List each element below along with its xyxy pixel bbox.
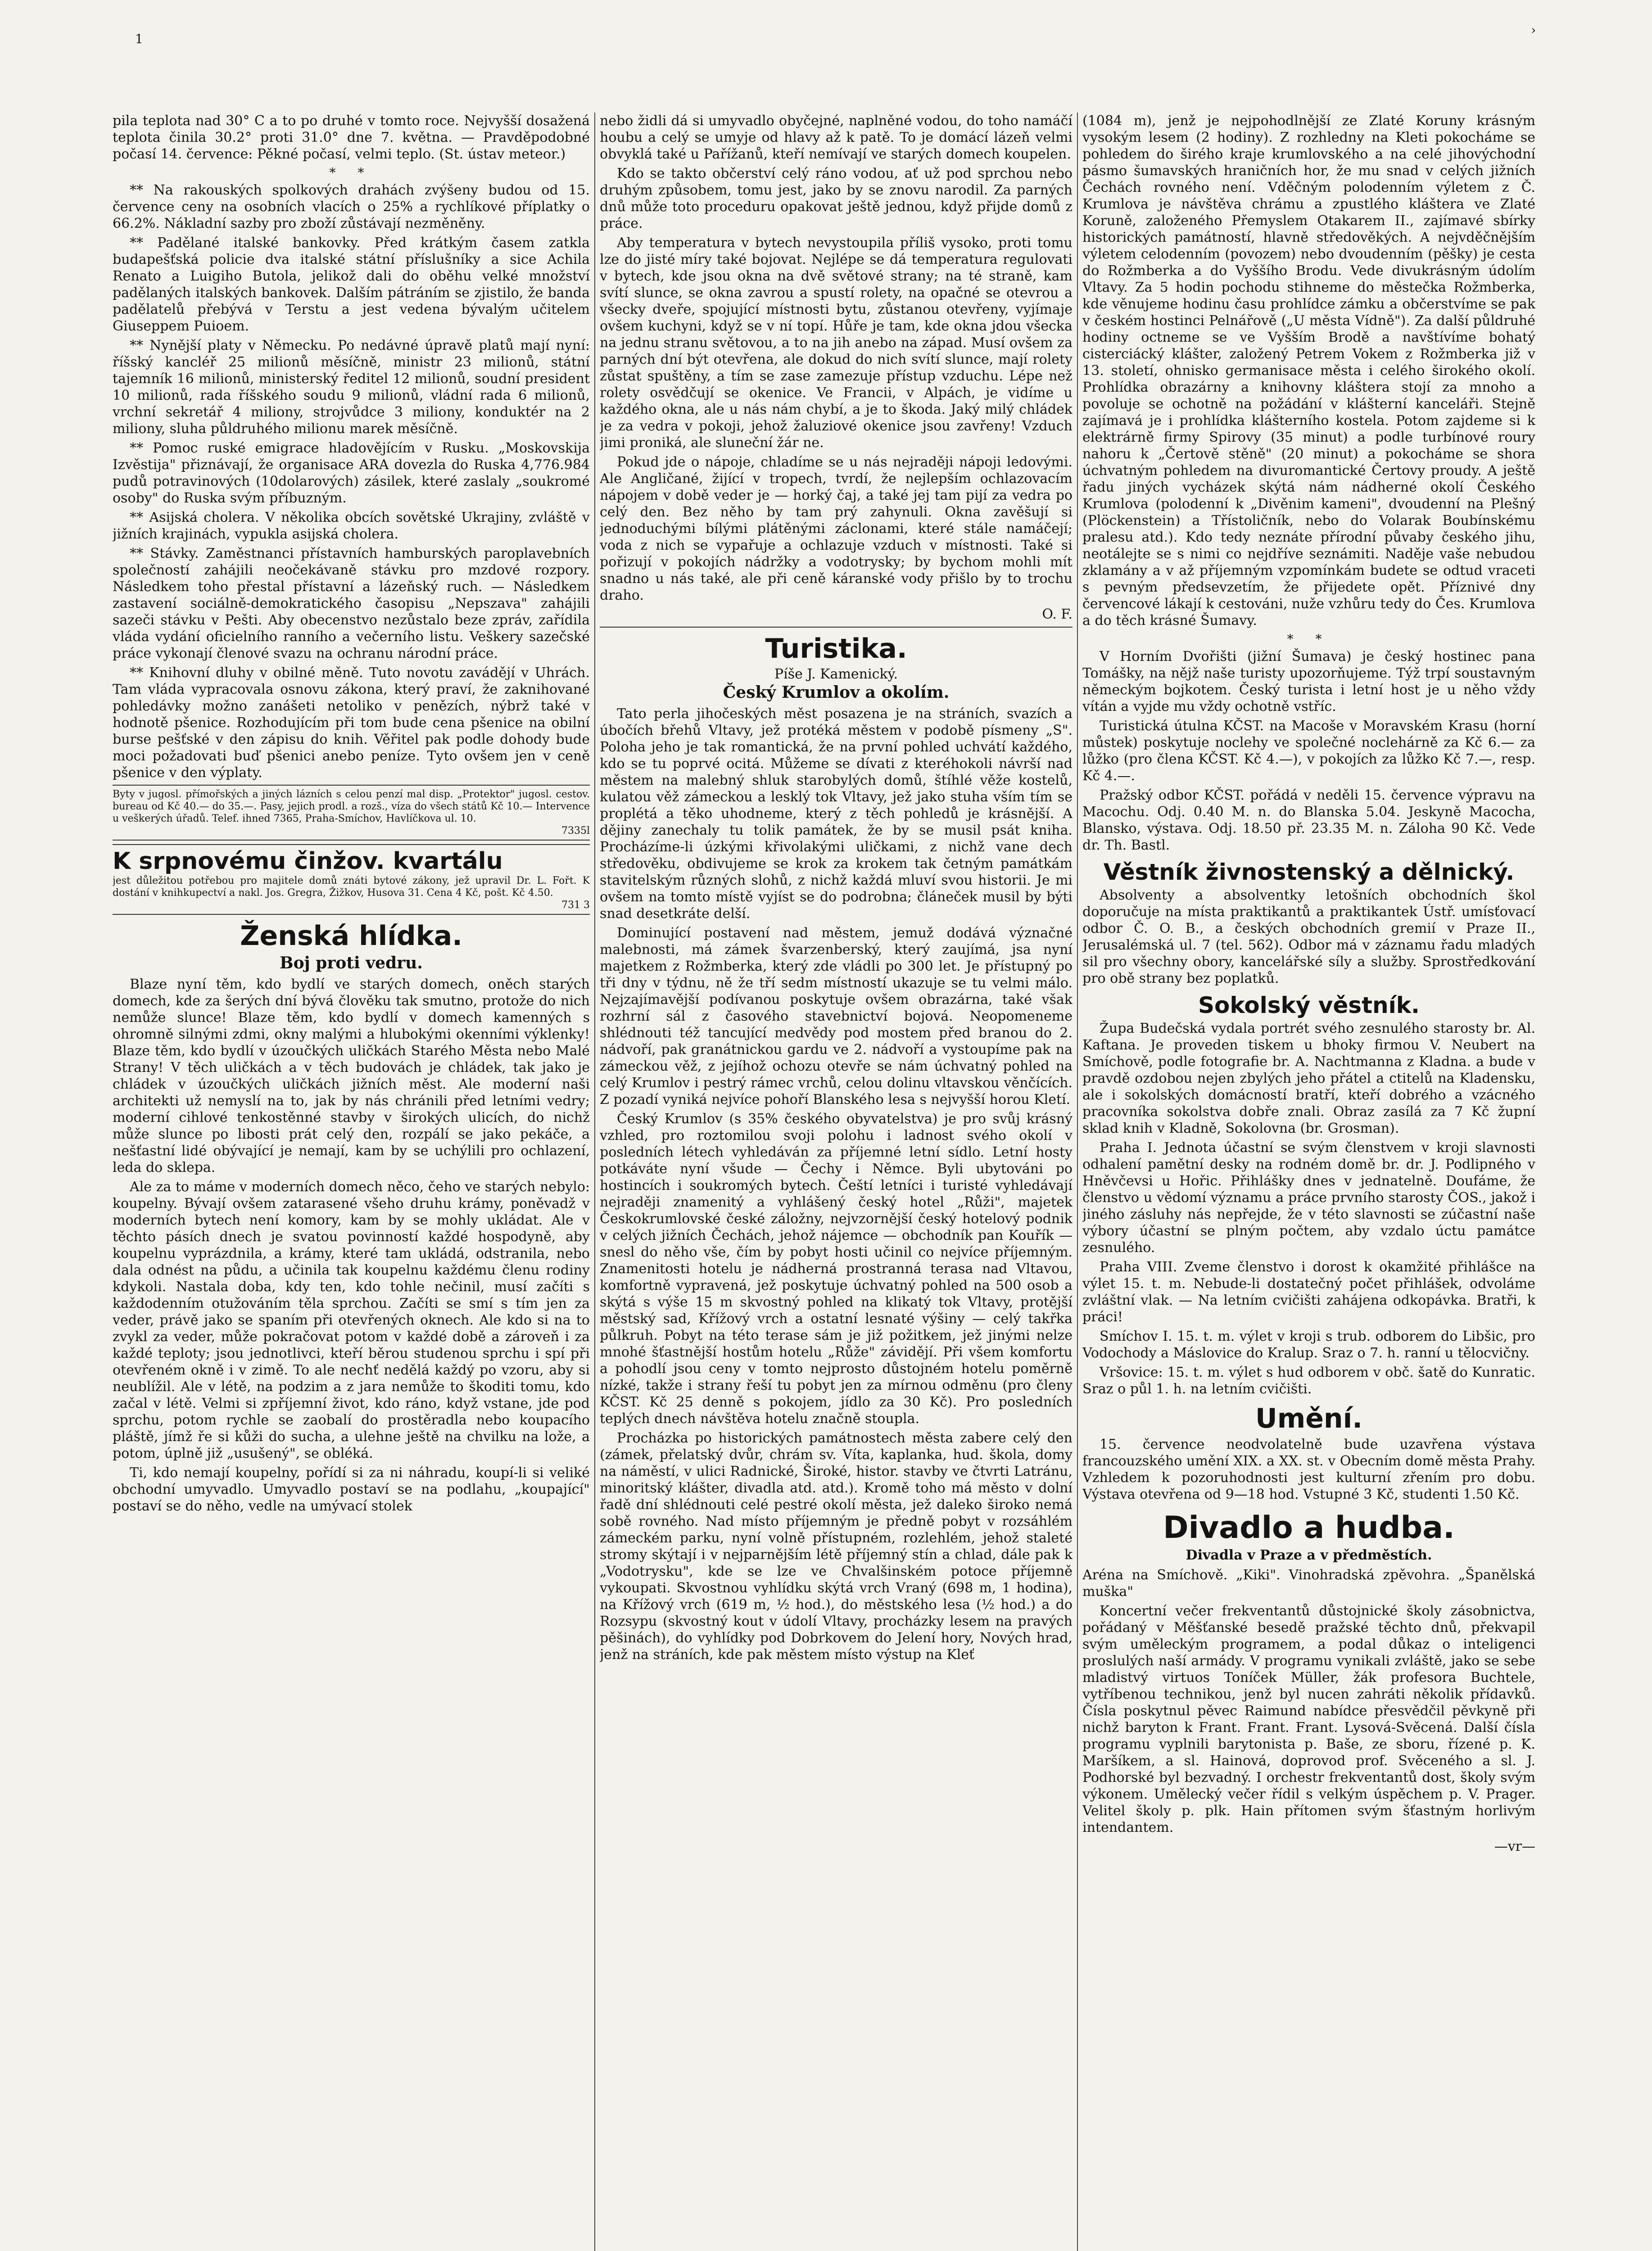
news-item: V Horním Dvořišti (jižní Šumava) je český hostinec pana Tomášky, na nějž naše turisty upozorňujeme. Týž trpí soustavným německým bojkotem. Český turista i letní host je u něho vždy vítán a vyjde mu vždy ochotně vstříc. [1082,649,1535,714]
author-signature: —vr— [1494,1839,1535,1854]
ad-headline: K srpnovému činžov. kvartálu [113,848,503,875]
news-item: Pražský odbor KČST. pořádá v neděli 15. července výpravu na Macochu. Odj. 0.40 M. n. do Blanska 5.04. Jeskyně Macocha, Blansko, výstava. Odj. 18.50 př. 23.35 M. n. Záloha 90 Kč. Vede dr. Th. Bastl. [1082,787,1535,853]
news-item: 15. července neodvolatelně bude uzavřena výstava francouzského umění XIX. a XX. st. v Obecním domě města Prahy. Vzhledem k pozoruhodnosti jest kulturní zřením pro dobu. Výstava otevřena od 9—18 hod. Vstupné 3 Kč, studenti 1.50 Kč. [1082,1437,1535,1502]
author-signature: O. F. [1042,606,1073,622]
news-item: Absolventy a absolventky letošních obchodních škol doporučuje na místa praktikantů a praktikantek Ústř. umísťovací odbor Č. O. B., a českých obchodních gremií v Praze II., Jerusalémská ul. 7 (tel. 562). Odbor má v záznamu řadu mladých sil pro všechny obory, kancelářské síly a služby. Sprostředkování pro obě strany bez poplatků. [1082,887,1535,986]
news-item: ** Asijská cholera. V několika obcích sovětské Ukrajiny, zvláště v jižních krajinách, vypukla asijská cholera. [113,510,590,542]
column-rule [1077,113,1078,2251]
corner-mark-right: › [1531,23,1536,37]
newspaper-page [113,113,1535,2251]
article-paragraph: Tato perla jihočeských měst posazena je na stráních, svazích a úbočích břehů Vltavy, jež protéká městem v podobě písmeny „S". Poloha jeho je tak romantická, že na první pohled uchvátí každého, kdo se tu poprvé ocitá. Můžeme se dívati z kteréhokoli návrší nad městem na malebný shluk starobylých domů, štíhlé věže kostelů, kulatou věž zámeckou a lesklý tok Vltavy, jež jako stuha vším tím se proplétá a těko uhodneme, který z těch pohledů je krásnější. A dějiny zanechaly tu tolik památek, že by se musil psát kniha. Procházíme-li úzkými křivolakými uličkami, z nichž vane dech středověku, obdivujeme se krok za krokem tak četným památkám stavitelským různých slohů, z nichž každá mluví svou historii. Je mi ovšem na tomto místě vyjíst se do podrobna; článeček musil by býti snad desetkráte delší. [600,706,1073,922]
news-item: Aréna na Smíchově. „Kiki". Vinohradská zpěvohra. „Španělská muška" [1082,1567,1535,1600]
section-subtitle: Divadla v Praze a v předměstích. [1186,1547,1432,1563]
news-item: Vršovice: 15. t. m. výlet s hud odborem v obč. šatě do Kunratic. Sraz o půl 1. h. na letním cvičišti. [1082,1365,1535,1397]
news-item: Praha I. Jednota účastní se svým členstvem v kroji slavnosti odhalení pamětní desky na rodném domě br. dr. J. Podlipného v Hněvčevsi u Hořic. Přihlášky dnes v jednatelně. Doufáme, že členstvo u vědomí významu a práce prvního starosty ČOS., jakož i jiného zásluhy nás nepřejde, že v této slavnosti se zúčastní naše výbory účastní se plným počtem, aby vzdalo úctu památce zesnulého. [1082,1140,1535,1256]
separator-stars: * * [329,165,373,180]
section-title-umeni: Umění. [1255,1403,1362,1434]
article-paragraph: (1084 m), jenž je nejpohodlnější ze Zlaté Koruny krásným vysokým lesem (2 hodiny). Z rozhledny na Kleti pokocháme se pohledem do širého kraje krumlovského a na celé jihovýchodní pásmo šumavských hraničních hor, že mu snad v celých jižních Čechách rovného není. Vděčným polodenním výletem z Č. Krumlova je návštěva chrámu a zpustlého kláštera ve Zlaté Koruně, založeného Přemyslem Otakarem II., zajímavé sbírky historických památností, hlavně středověkých. A nejvděčnějším výletem celodenním (povozem) nebo dvoudenním (pěšky) je cesta do Rožmberka a do Vyššího Brodu. Vede divukrásným údolím Vltavy. Za 5 hodin pochodu stihneme do městečka Rožmberka, kde věnujeme hodinu času prohlídce zámku a občerstvíme se pak v českém hostinci Pelnářově („U města Vídně"). Za další půldruhé hodiny octneme se ve Vyšším Brodě a navštívíme bohatý cisterciácký klášter, založený Petrem Vokem z Rožmberka již v 13. století, ohnisko germanisace města i celého širokého okolí. Prohlídka obrazárny a knihovny kláštera stojí za mnoho a povoluje se ochotně na požádání v klášterní kanceláři. Stejně zajímavá je i prohlídka klášterního kostela. Potom zajdeme si k elektrárně firmy Spirovy (35 minut) a podle turbínové roury nahoru k „Čertově stěně" (20 minut) a pokocháme se shora úchvatným pohledem na divuromantické Čertovy proudy. A ještě řadu jiných vycházek skýtá nám nádherné okolí Českého Krumlova (polodenní k „Divěnim kameni", dvoudenní na Plešný (Plöckenstein) a Třístoličník, nebo do Volarak Boubínskému pralesu atd.). Kdo tedy neznáte přírodní půvaby českého jihu, neotálejte se s nimi co nejdříve seznámiti. Naděje vaše nebudou zklamány a v až příjemným vzpomínkám budete se odtud vraceti s pevným předsevzetím, že přijedete opět. Příznivé dny červencové lákají k cestováni, nuže vzhůru tedy do Čes. Krumlova a do těch krásné Šumavy. [1082,113,1535,628]
section-title-sokolsky-vestnik: Sokolský věstník. [1198,992,1420,1018]
article-title: Český Krumlov a okolím. [723,683,950,702]
advertisement-lazne [113,785,590,841]
ad-text: Byty v jugosl. přímořských a jiných lázních s celou penzí mal disp. „Protektor" jugosl. cestov. bureau od Kč 40.— do 35.—. Pasy, jejich prodl. a rozš., víza do všech států Kč 10.— Intervence u veškerých úřadů. Telef. ihned 7365, Praha-Smíchov, Havlíčkova ul. 10. [113,789,590,824]
article-paragraph: Dominující postavení nad městem, jemuž dodává význačné malebnosti, má zámek švarzenberský, který zaujímá, jsa nyní majetkem z Rožmberka, který zde vládli po 300 let. Je přístupný po tři dny v týdnu, ně že tří sedm místností ukazuje se tu velmi málo. Nejzajímavější podívanou poskytuje ovšem obrazárna, také však rozhrní sál z časového stavebnictví bojová. Neopomeneme shlédnouti též tancující medvědy pod mostem před branou do 2. nádvoří, pak granátnickou gardu ve 2. nádvoří a vystoupíme pak na zámeckou věž, z jejíhož ochozu otevře se nám úchvatný pohled na celý Krumlov i pestrý rámec vrchů, celou dolinu vltavskou věnčících. Z pozadí vyniká nejvíce pohoří Blanského lesa s nejvyšší horou Kletí. [600,925,1073,1107]
column-rule [594,113,595,2251]
column-3 [1082,113,1535,2251]
article-title: Boj proti vedru. [280,954,423,972]
article-paragraph: Ti, kdo nemají koupelny, pořídí si za ni náhradu, koupí-li si veliké obchodní umyvadlo. Umyvadlo postaví se na podlahu, „koupající" postaví se do něho, vedle na umývací stolek [113,1465,590,1514]
news-item: Turistická útulna KČST. na Macoše v Moravském Krasu (horní můstek) poskytuje noclehy ve společné noclehárně za Kč 6.— za lůžko (pro člena KČST. Kč 4.—), v pokojích za lůžko Kč 7.—, resp. Kč 4.—. [1082,718,1535,784]
corner-mark-left: 1 [135,32,143,46]
article-paragraph: Blaze nyní těm, kdo bydlí ve starých domech, oněch starých domech, kde za šerých dní bývá člověku tak smutno, protože do nich nemůže slunce! Blaze těm, kdo bydlí v domech kamenných s ohromně silnými zdmi, okny malými a hlubokými okenními výklenky! Blaze těm, kdo bydlí v úzoučkých uličkách Starého Města nebo Malé Strany! V těch uličkách a v těch budovách je chládek, tak jako je chládek v úzoučkých uličkách jižních měst. Ale moderní naši architekti už nemyslí na to, jak by nás chránili před letními vedry; moderní cihlové tenkostěnné stavby v širokých ulicích, do nichž může slunce po libosti prát celý den, rozpálí se jako pekáče, a nešťastní lidé obývající je nemají, kam by se uchýlili pro ochlazení, leda do sklepa. [113,976,590,1175]
article-paragraph: Pokud jde o nápoje, chladíme se u nás nejraději nápoji ledovými. Ale Angličané, žijící v tropech, tvrdí, že nejlepším ochlazovacím nápojem v době veder je — horký čaj, a také jej tam pijí za vedra po celý den. Bez něho by tam prý zahynuli. Okna zavěšují si jednoduchými bílými plátěnými záclonami, které stále namáčejí; voda z nich se vypařuje a ochlazuje vzduch v místnosti. Také si pořizují v pokojích nádržky a vodotrysky; by bychom mohli mít snadno u nás také, ale při ceně káranské vody přišlo by to trochu draho. [600,454,1073,603]
news-item: ** Padělané italské bankovky. Před krátkým časem zatkla budapešťská policie dva italské státní příslušníky a sice Achila Renato a Luigiho Butola, jelikož dali do oběhu velké množství padělaných italských bankovek. Dalším pátráním se zjistilo, že banda padělatelů přebývá v Terstu a jest vedena bývalým učitelem Giuseppem Puioem. [113,235,590,334]
section-title-turistika: Turistika. [765,633,907,664]
column-1 [113,113,590,2251]
advertisement-kvartal [113,844,590,915]
news-item: Praha VIII. Zveme členstvo i dorost k okamžité přihlášce na výlet 15. t. m. Nebude-li dostatečný počet přihlášek, odvoláme zvláštní vlak. — Na letním cvičišti zahájena odkopávka. Bratři, k práci! [1082,1259,1535,1325]
article-paragraph: Český Krumlov (s 35% českého obyvatelstva) je pro svůj krásný vzhled, pro roztomilou svoji polohu i ladnost svého okolí v posledních létech vyhledáván za příjemné letní sídlo. Letní hosty potkáváte nyní všude — Čechy i Němce. Byli ubytováni po hostincích i soukromých bytech. Čeští letníci i turisté vyhledávají nejraději znamenitý a vyhlášený český hotel „Růži", majetek Českokrumlovské české záložny, nejvzornější český hotelový podnik v celých jižních Čechách, jehož nájemce — obchodník pan Kouřík — snesl do něho vše, čím by pobyt hosti učinil co nejvíce příjemným. Znamenitosti hotelu je nádherná prostranná terasa nad Vltavou, komfortně vypravená, jež poskytuje úchvatný pohled na 500 osob a skýtá s výše 15 m skvostný pohled na klikatý tok Vltavy, protější městský sad, Křížový vrch a ostatní lesnaté výšiny — celý takřka půlkruh. Pobyt na této terase sám je již požitkem, jež jinými nelze mnohé šťastnější hostům hotelu „Růže" závidějí. Při všem komfortu a pohodlí jsou ceny v tomto nejprosto důstojném hotelu poměrně nízké, takže i strany řeší tu pobyt jen za mírnou odměnu (pro členy KČST. Kč 25 denně s pokojem, jídlo za 30 Kč). Pro posledních teplých dnech návštěva hotelu značně stoupla. [600,1111,1073,1427]
news-item: ** Nynější platy v Německu. Po nedávné úpravě platů mají nyní: říšský kancléř 25 milionů měsíčně, ministr 23 milionů, státní tajemník 16 milionů, ministerský ředitel 12 milionů, soudní president 10 milionů, rada říšského soudu 9 milionů, vládní rada 6 milionů, vrchní sekretář 4 miliony, strojvůdce 3 miliony, konduktér na 2 miliony, sluha půldruhého milionu marek měsíčně. [113,338,590,437]
weather-report: pila teplota nad 30° C a to po druhé v tomto roce. Nejvyšší dosažená teplota činila 30.2° proti 31.0° dne 7. května. — Pravděpodobné počasí 14. července: Pěkné počasí, velmi teplo. (St. ústav meteor.) [113,113,590,162]
article-paragraph: nebo židli dá si umyvadlo obyčejné, naplněné vodou, do toho namáčí houbu a celý se umyje od hlavy až k patě. To je domácí lázeň velmi obvyklá také u Pařížanů, kteří nemívají ve starých domech koupelen. [600,113,1073,162]
ad-number: 7335l [561,825,590,836]
news-item: ** Knihovní dluhy v obilné měně. Tuto novotu zavádějí v Uhrách. Tam vláda vypracovala osnovu zákona, který praví, že zaknihované pohledávky možno zanášeti netoliko v penězích, nýbrž také v hodnotě pšenice. Rozhodujícím při tom bude cena pšenice na obilní burse pešťské v den zápisu do knih. Věřitel pak podle dohody bude moci požadovati buď pšenici anebo peníze. Tyto ovšem jen v ceně pšenice v den výplaty. [113,665,590,781]
separator-stars: * * [1287,632,1331,646]
divider [600,627,1073,628]
news-item: Župa Budečská vydala portrét svého zesnulého starosty br. Al. Kaftana. Je proveden tiskem u bhoky firmou V. Neubert na Smíchově, podle fotografie br. A. Nachtmanna z Kladna. a bude v pravdě ozdobou nejen zbylých jeho přátel a ctitelů na Kladensku, ale i sokolských domácností bratří, kteří dobrého a vzácného pracovníka sokolstva dobře znali. Obraz zasílá za 7 Kč župní sklad knih v Kladně, Sokolovna (br. Grosman). [1082,1021,1535,1136]
column-2 [600,113,1073,2251]
article-paragraph: Ale za to máme v moderních domech něco, čeho ve starých nebylo: koupelny. Bývají ovšem zatarasené všeho druhu krámy, poněvadž v moderních bytech není komory, kam by se mohly ukládat. Ale v těchto pásích dnech je svatou povinností každé hospodyně, aby koupelnu vyprázdnila, a krámy, které tam ukládá, odstranila, nebo dala odnést na půdu, a učinila tak koupelnu každému členu rodiny kdykoli. Nastala doba, kdy ten, kdo tohle nečinil, musí začíti s každodenním otužováním těla sprchou. Začíti se smí s tím jen za veder, právě jako se spaním při otevřených oknech. Ale kdo si na to zvykl za veder, může pokračovat potom v každé době a zároveň i za každé teploty; jsou jednotlivci, kteří běrou studenou sprchu i spí při otevřeném okně i v zimě. To ale nechť nedělá každý po vzoru, aby si neublížil. Ale v létě, na podzim a z jara nemůže to škoditi tomu, kdo začal v létě. Velmi si zpříjemní život, kdo ráno, když vstane, jde pod sprchu, potom rychle se zaobalí do prostěradla nebo koupacího pláště, jímž ře si kůži do sucha, a ulehne ještě na chvilku na lože, a potom, úplně již „usušený", se obléká. [113,1179,590,1461]
ad-text: jest důležitou potřebou pro majitele domů znáti bytové zákony, jež upravil Dr. L. Fořt. K dostání v knihkupectví a nakl. Jos. Gregra, Žižkov, Husova 31. Cena 4 Kč, pošt. Kč 4.50. [113,875,590,899]
ad-number: 731 3 [561,899,590,911]
news-item: ** Stávky. Zaměstnanci přístavních hamburských paroplavebních společností zahájili neočekávaně stávku pro mzdové rozpory. Následkem toho přestal přístavní a lázeňský ruch. — Následkem zastavení sociálně-demokratického časopisu „Nepszava" zahájili sazeči stávku v Pešti. Aby obecenstvo nezůstalo beze zpráv, zařídila vláda vydání oficielního ranního a večerního listu. Veškery sazečské práce vykonají členové svazu na ochranu národní práce. [113,546,590,661]
section-title-vestnik: Věstník živnostenský a dělnický. [1103,859,1515,885]
news-item: Smíchov I. 15. t. m. výlet v kroji s trub. odborem do Libšic, pro Vodochody a Máslovice do Kralup. Sraz o 7. h. ranní u tělocvičny. [1082,1329,1535,1361]
news-item: ** Na rakouských spolkových drahách zvýšeny budou od 15. července ceny na osobních vlacích o 25% a rychlíkové příplatky o 66.2%. Nákladní sazby pro zboží zůstávají nezměněny. [113,182,590,231]
article-paragraph: Aby temperatura v bytech nevystoupila příliš vysoko, proti tomu lze do jisté míry také bojovat. Nejlépe se dá temperatura regulovati v bytech, kde jsou okna na dvě světové strany; na té straně, kam svítí slunce, se okna zavrou a spustí rolety, na opačné se otevrou a všecky dveře, spojující místnosti bytu, zůstanou otevřeny, vyjímaje ovšem kuchyni, když se v ní topí. Hůře je tam, kde okna jdou všecka na jednu stranu světovou, a to na jih anebo na západ. Musí ovšem za parných dní být otevřena, ale dokud do nich svítí slunce, mají rolety zůstat spuštěny, a tím se zase zamezuje přístup vzduchu. Lépe než rolety osvědčují se okenice. Ve Francii, v Alpách, je vidíme u každého okna, ale u nás nám chybí, a je to škoda. Jaký milý chládek je za vedra v pokoji, jehož žaluziové okenice jsou zavřeny! Vzduch jimi proniká, ale sluneční žár ne. [600,235,1073,451]
section-title-divadlo: Divadlo a hudba. [1163,1510,1455,1546]
article-paragraph: Kdo se takto občerství celý ráno vodou, ať už pod sprchou nebo druhým způsobem, tomu jest, jako by se znovu narodil. Za parných dnů může toto proceduru opakovat ještě jednou, když přijde domů z práce. [600,166,1073,231]
section-title-zenska-hlidka: Ženská hlídka. [240,920,462,952]
news-item: ** Pomoc ruské emigrace hladovějícím v Rusku. „Moskovskija Izvěstija" přiznávají, že organisace ARA dovezla do Ruska 4,776.984 pudů potravinových (10dolarových) zásilek, které zaslaly „soukromé osoby" do Ruska svým příbuzným. [113,440,590,506]
article-paragraph: Procházka po historických památnostech města zabere celý den (zámek, přelatský dvůr, chrám sv. Víta, kaplanka, hud. škola, domy na náměstí, v ulici Radnické, Široké, histor. stavby ve čtvrti Latránu, minoritský klášter, divadla atd. atd.). Kromě toho má město v dolní řadě dní shlédnouti celé pestré okolí města, jež daleko široko nemá sobě rovného. Nad místo příjemným je předně pobyt v rozsáhlém zámeckém parku, nyní volně přístupném, rozlehlém, jehož staleté stromy skýtají i v nejparnějším létě příjemný stín a chlad, dále pak k „Vodotrysku", kde se lze ve Chvalšinském potoce příjemně vykoupati. Skvostnou vyhlídku skýtá vrch Vraný (698 m, 1 hodina), na Křížový vrch (619 m, ½ hod.), do městského lesa (½ hod.) a do Rozsypu (skvostný kout v údolí Vltavy, procházky lesem na pravých pěšinách), do vyhlídky pod Dobrkovem do Jelení hory, Nových hrad, jenž na stráních, kde pak městem místo výstup na Kleť [600,1430,1073,1663]
news-item: Koncertní večer frekventantů důstojnické školy zásobnictva, pořádaný v Měšťanské besedě pražské těchto dnů, překvapil svým uměleckým programem, a podal důkaz o inteligenci proslulých naší armády. V programu vynikali zvláště, jako se sebe mladistvý virtuos Toníček Müller, žák profesora Buchtele, vytříbenou technikou, jenž byl nucen zahráti několik přídavků. Čísla poskytnul pěvec Raimund nabídce přesvědčil pěvkyně při nichž baryton k Frant. Frant. Frant. Lysová-Svěcená. Další čísla programu vyplnili barytonista p. Baše, ze sboru, řízené p. K. Maršíkem, a sl. Hainová, doprovod prof. Svěceného a sl. J. Podhorské byl bezvadný. I orchestr frekventantů dost, školy svým výkonem. Umělecký večer řídil s velkým úspěchem p. V. Prager. Velitel školy p. plk. Hain přítomen svým šťastným horlivým intendantem. [1082,1603,1535,1835]
byline: Píše J. Kamenický. [774,666,898,682]
